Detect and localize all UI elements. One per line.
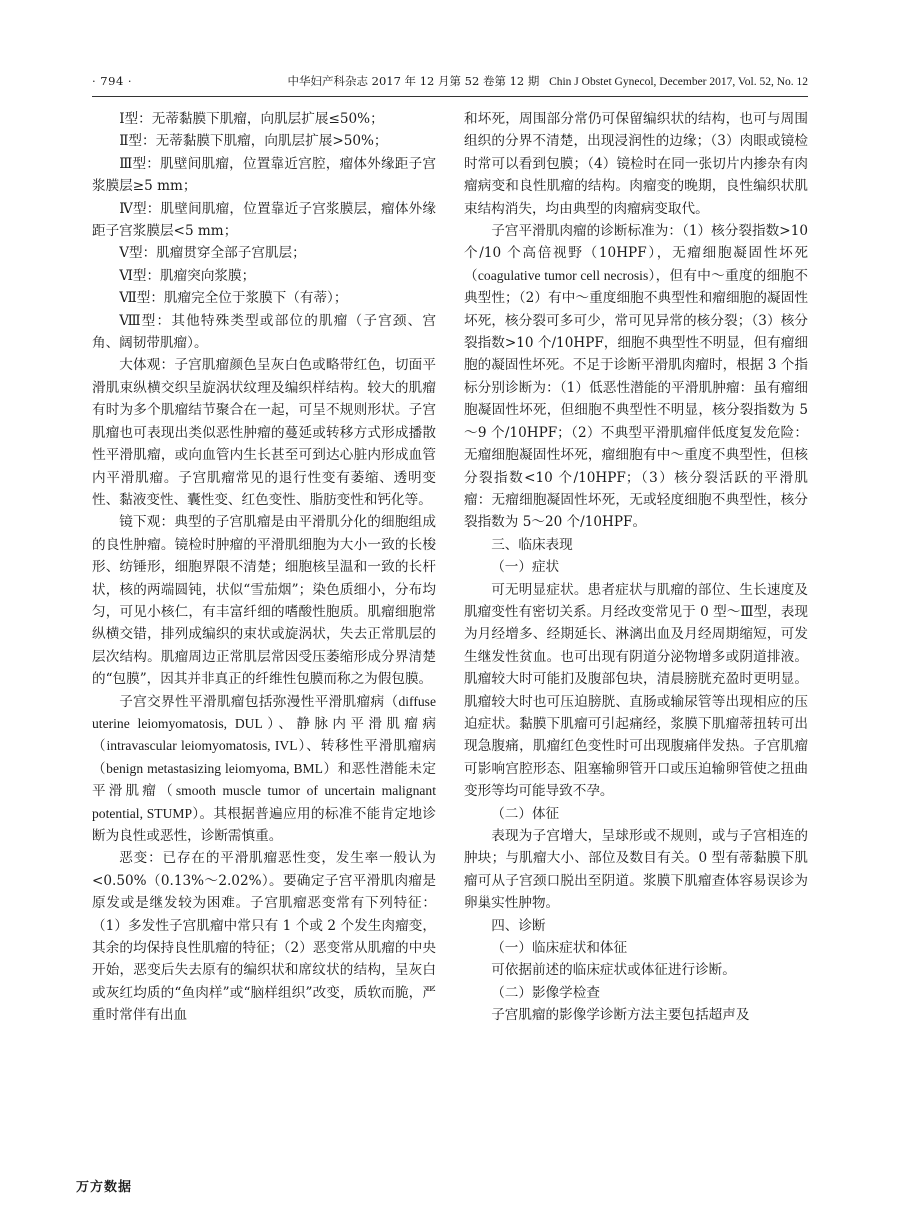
type-1: Ⅰ型：无蒂黏膜下肌瘤，向肌层扩展≤50%； [119,111,384,127]
page-header [92,70,808,92]
journal-citation-cn: 中华妇产科杂志 2017 年 12 月第 52 卷第 12 期 [287,74,540,88]
symptoms-paragraph: 可无明显症状。患者症状与肌瘤的部位、生长速度及肌瘤变性有密切关系。月经改变常见于 0 型～Ⅲ型，表现为月经增多、经期延长、淋漓出血及月经周期缩短，可发生继发性贫血。也可出现有阴道分泌物增多或阴道排液。肌瘤较大时可能扪及腹部包块，清晨膀胱充盈时更明显。肌瘤较大时也可压迫膀胱、直肠或输尿管等出现相应的压迫症状。黏膜下肌瘤可引起痛经，浆膜下肌瘤蒂扭转可出现急腹痛，肌瘤红色变性时可出现腹痛伴发热。子宫肌瘤可影响宫腔形态、阻塞输卵管开口或压迫输卵管使之扭曲变形等均可能导致不孕。 [464,581,808,800]
page-number: · 794 · [92,74,133,88]
criteria-en: coagulative tumor cell necrosis [477,267,649,283]
special-text-e: ）。其根据普遍应用的标准不能肯定地诊断为良性或恶性，诊断需慎重。 [92,805,436,844]
journal-citation [287,70,808,93]
special-types-paragraph [92,691,436,848]
imaging-paragraph: 子宫肌瘤的影像学诊断方法主要包括超声及 [491,1007,750,1024]
type-3: Ⅲ型：肌壁间肌瘤，位置靠近宫腔，瘤体外缘距子宫浆膜层≥5 mm； [92,155,436,195]
section-4-2-heading: （二）影像学检查 [491,984,600,1001]
micro-paragraph: 镜下观：典型的子宫肌瘤是由平滑肌分化的细胞组成的良性肿瘤。镜检时肿瘤的平滑肌细胞为大小一致的长梭形、纺锤形，细胞界限不清楚；细胞核呈温和一致的长杆状，核的两端圆钝，状似“雪茄烟”；染色质细小，分布均匀，可见小核仁，有丰富纤细的嗜酸性胞质。肌瘤细胞常纵横交错，排列成编织的束状或旋涡状，失去正常肌层的层次结构。肌瘤周边正常肌层常因受压萎缩形成分界清楚的“包膜”，因其并非真正的纤维性包膜而称之为假包膜。 [92,514,436,688]
type-5: Ⅴ型：肌瘤贯穿全部子宫肌层； [119,245,306,262]
special-en-3: benign metastasizing leiomyoma, BML [106,760,323,776]
section-3-1-heading: （一）症状 [491,559,560,576]
special-en-2: intravascular leiomyomatosis, IVL [106,738,298,754]
gross-paragraph: 大体观：子宫肌瘤颜色呈灰白色或略带红色，切面平滑肌束纵横交织呈旋涡状纹理及编织样结构。较大的肌瘤有时为多个肌瘤结节聚合在一起，可呈不规则形状。子宫肌瘤也可表现出类似恶性肿瘤的蔓延或转移方式形成播散性平滑肌瘤，或向血管内生长甚至可到达心脏内形成血管内平滑肌瘤。子宫肌瘤常见的退行性变有萎缩、透明变性、黏液变性、囊性变、红色变性、脂肪变性和钙化等。 [92,357,436,508]
right-column [464,108,808,1027]
type-7: Ⅶ型：肌瘤完全位于浆膜下（有蒂）； [119,290,348,307]
left-column [92,108,436,1027]
type-2: Ⅱ型：无蒂黏膜下肌瘤，向肌层扩展>50%； [119,133,388,150]
special-en-4: smooth muscle tumor of uncertain malignant potential, STUMP [92,783,436,821]
malignant-continued: 和坏死，周围部分常仍可保留编织状的结构，也可与周围组织的分界不清楚，出现浸润性的边缘；（3）肉眼或镜检时常可以看到包膜；（4）镜检时在同一张切片内掺杂有肉瘤病变和良性肌瘤的结构。肉瘤变的晚期，良性编织状肌束结构消失，均由典型的肉瘤病变取代。 [464,111,808,217]
section-3-heading: 三、临床表现 [491,536,573,553]
criteria-text-b: ），但有中～重度的细胞不典型性；（2）有中～重度细胞不典型性和瘤细胞的凝固性坏死，核分裂可多可少，常可见异常的核分裂；（3）核分裂指数>10 个/10HPF，细胞不典型性不明显，但有瘤细胞的凝固性坏死。不足于诊断平滑肌肉瘤时，根据 3 个指标分别诊断为：（1）低恶性潜能的平滑肌肿瘤：虽有瘤细胞凝固性坏死，但细胞不典型性不明显，核分裂指数为 5～9 个/10HPF；（2）不典型平滑肌瘤伴低度复发危险：无瘤细胞凝固性坏死，瘤细胞有中～重度不典型性，但核分裂指数<10 个/10HPF；（3）核分裂活跃的平滑肌瘤：无瘤细胞凝固性坏死，无或轻度细胞不典型性，核分裂指数为 5～20 个/10HPF。 [464,267,809,531]
signs-paragraph: 表现为子宫增大，呈球形或不规则，或与子宫相连的肿块；与肌瘤大小、部位及数目有关。0 型有蒂黏膜下肌瘤可从子宫颈口脱出至阴道。浆膜下肌瘤查体容易误诊为卵巢实性肿物。 [464,828,808,912]
special-text-c: ）、转移性平滑肌瘤病（ [92,738,436,777]
header-rule [92,96,808,97]
special-text-d: ）和恶性潜能未定平滑肌瘤（ [92,760,437,800]
special-text-a: 子宫交界性平滑肌瘤包括弥漫性平滑肌瘤病（ [119,693,399,710]
special-en-1: diffuse uterine leiomyomatosis, DUL [92,693,436,731]
type-8: Ⅷ型：其他特殊类型或部位的肌瘤（子宫颈、宫角、阔韧带肌瘤）。 [92,312,436,352]
section-4-1-heading: （一）临床症状和体征 [491,940,628,957]
malignant-paragraph: 恶变：已存在的平滑肌瘤恶性变，发生率一般认为<0.50%（0.13%～2.02%）。要确定子宫平滑肌肉瘤是原发或是继发较为困难。子宫肌瘤恶变常有下列特征：（1）多发性子宫肌瘤中常只有 1 个或 2 个发生肉瘤变，其余的均保持良性肌瘤的特征；（2）恶变常从肌瘤的中央开始，恶变后失去原有的编织状和席纹状的结构，呈灰白或灰红均质的“鱼肉样”或“脑样组织”改变，质软而脆，严重时常伴有出血 [92,850,436,1024]
criteria-paragraph [464,220,808,534]
type-6: Ⅵ型：肌瘤突向浆膜； [119,267,256,284]
section-3-2-heading: （二）体征 [491,805,560,822]
diagnosis-paragraph: 可依据前述的临床症状或体征进行诊断。 [491,962,736,979]
type-4: Ⅳ型：肌壁间肌瘤，位置靠近子宫浆膜层，瘤体外缘距子宫浆膜层<5 mm； [92,200,436,240]
section-4-heading: 四、诊断 [491,917,546,934]
journal-citation-en: Chin J Obstet Gynecol, December 2017, Vol. 52, No. 12 [549,76,808,88]
watermark: 万方数据 [76,1180,133,1195]
criteria-text-a: 子宫平滑肌肉瘤的诊断标准为：（1）核分裂指数>10 个/10 个高倍视野（10HPF），无瘤细胞凝固性坏死（ [464,223,808,284]
special-text-b: ）、静脉内平滑肌瘤病（ [92,715,436,755]
